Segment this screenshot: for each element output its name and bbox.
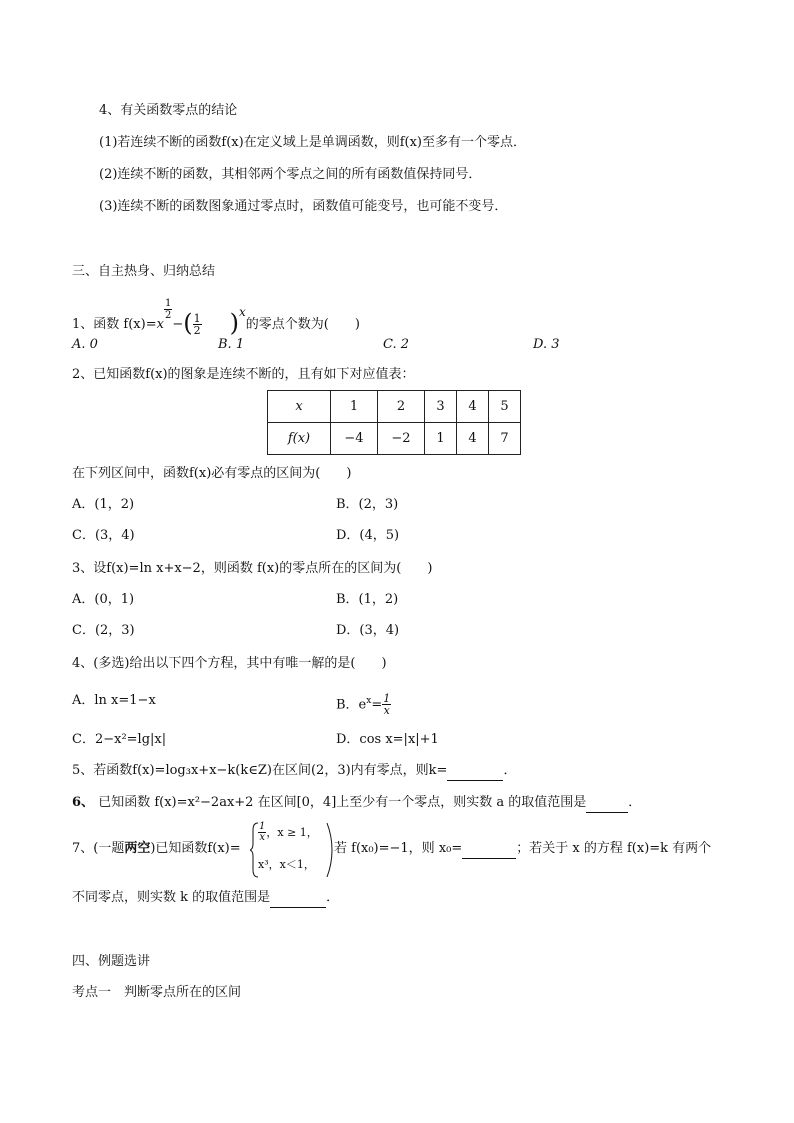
table-row <box>268 391 521 423</box>
table-cell: f(x) <box>268 423 331 455</box>
q3-option-a[interactable]: A．(0，1) <box>72 592 135 607</box>
q4-b-fraction: $\frac{1}{x}$ <box>383 692 391 718</box>
table-cell: 2 <box>378 391 425 423</box>
conclusion-3: (3)连续不断的函数图象通过零点时，函数值可能变号，也可能不变号． <box>99 199 508 214</box>
q4-b-eq: = <box>371 697 383 713</box>
part4-subtitle: 考点一 判断零点所在的区间 <box>72 985 242 1000</box>
q2-option-a[interactable]: A．(1，2) <box>72 497 135 512</box>
q1-exponent: $\frac{1}{2}$ <box>164 298 172 321</box>
table-row <box>268 423 521 455</box>
q1-base: x <box>156 317 164 332</box>
table-cell: 1 <box>425 423 457 455</box>
q4-b-sup: x <box>366 696 372 706</box>
value-table <box>267 390 521 455</box>
q6-num: 6、 <box>72 795 95 810</box>
q3-option-c[interactable]: C．(2，3) <box>72 623 135 638</box>
part3-title: 三、自主热身、归纳总结 <box>72 264 216 279</box>
q7-mid: )已知函数f(x)= <box>150 841 241 856</box>
q4-option-b[interactable] <box>336 684 391 722</box>
q1-exp2: x <box>238 305 246 319</box>
q6-end: ． <box>628 795 642 810</box>
q5-answer-blank[interactable] <box>447 762 503 781</box>
q1-option-c[interactable]: C. 2 <box>383 337 410 352</box>
q1-prefix: 1、函数 f(x)= <box>72 317 157 332</box>
q7-case-2: x³，x＜1， <box>258 858 315 871</box>
table-cell: 3 <box>425 391 457 423</box>
question-6 <box>72 794 641 813</box>
q7-bold: 两空 <box>124 841 151 856</box>
question-7-after <box>334 840 711 859</box>
q6-answer-blank[interactable] <box>586 794 628 813</box>
table-cell: 4 <box>457 423 489 455</box>
q3-option-b[interactable]: B．(1，2) <box>336 592 399 607</box>
q7-right-brace <box>326 822 334 878</box>
q7-case1-cond: ，x ≥ 1， <box>266 826 318 839</box>
question-3: 3、设f(x)=ln x+x−2，则函数 f(x)的零点所在的区间为( ) <box>72 561 433 576</box>
q5-end: ． <box>503 763 517 778</box>
table-cell: 7 <box>489 423 521 455</box>
q1-paren-fraction: $\frac{1}{2}$ <box>193 312 201 337</box>
q3-option-d[interactable]: D．(3，4) <box>336 623 400 638</box>
question-5 <box>72 762 516 781</box>
q5-text: 5、若函数f(x)=log₃x+x−k(k∈Z)在区间(2，3)内有零点，则k= <box>72 763 448 778</box>
q4-option-c[interactable]: C．2−x²=lg|x| <box>72 732 167 747</box>
q2-option-c[interactable]: C．(3，4) <box>72 528 135 543</box>
section4-title: 4、有关函数零点的结论 <box>99 103 238 118</box>
q7-after: 若 f(x₀)=−1，则 x₀= <box>334 841 463 856</box>
q1-option-d[interactable]: D. 3 <box>533 337 560 352</box>
q7-case1-fraction: $\frac{1}{x}$ <box>259 821 266 843</box>
question-7-line2 <box>72 889 339 908</box>
q6-text: 已知函数 f(x)=x²−2ax+2 在区间[0，4]上至少有一个零点，则实数 a 的取值范围是 <box>98 795 587 810</box>
q7-answer-blank-2[interactable] <box>270 889 326 908</box>
question-1: 1、函数 f(x)=x $\frac{1}{2}$ −( $\frac{1}{2}$ )x的零点个数为( ) <box>72 298 360 337</box>
question-2: 2、已知函数f(x)的图象是连续不断的，且有如下对应值表： <box>72 367 415 382</box>
q1-minus: − <box>172 317 184 332</box>
q7-line2: 不同零点，则实数 k 的取值范围是 <box>72 890 271 905</box>
table-cell: −2 <box>378 423 425 455</box>
table-cell: −4 <box>331 423 378 455</box>
conclusion-1: (1)若连续不断的函数f(x)在定义域上是单调函数，则f(x)至多有一个零点． <box>99 135 526 150</box>
q4-b-prefix: B．e <box>336 697 367 713</box>
q2-ask: 在下列区间中，函数f(x)必有零点的区间为( ) <box>72 466 352 481</box>
table-cell: 1 <box>331 391 378 423</box>
q1-option-b[interactable]: B. 1 <box>218 337 245 352</box>
q7-after2: ；若关于 x 的方程 f(x)=k 有两个 <box>516 841 712 856</box>
table-cell: x <box>268 391 331 423</box>
q7-case-1 <box>258 822 318 843</box>
q4-option-d[interactable]: D．cos x=|x|+1 <box>336 732 439 747</box>
table-cell: 5 <box>489 391 521 423</box>
q1-suffix: 的零点个数为( ) <box>245 317 360 332</box>
q4-option-a[interactable]: A．ln x=1−x <box>72 693 156 708</box>
q1-option-a[interactable]: A. 0 <box>72 337 98 352</box>
question-4: 4、(多选)给出以下四个方程，其中有唯一解的是( ) <box>72 656 387 671</box>
q7-prefix: 7、(一题 <box>72 841 125 856</box>
q7-answer-blank-1[interactable] <box>462 840 516 859</box>
part4-title: 四、例题选讲 <box>72 954 151 969</box>
q2-option-d[interactable]: D．(4，5) <box>336 528 400 543</box>
q2-option-b[interactable]: B．(2，3) <box>336 497 399 512</box>
table-cell: 4 <box>457 391 489 423</box>
question-7-start <box>72 840 241 858</box>
conclusion-2: (2)连续不断的函数，其相邻两个零点之间的所有函数值保持同号． <box>99 167 482 182</box>
q7-end: ． <box>326 890 340 905</box>
